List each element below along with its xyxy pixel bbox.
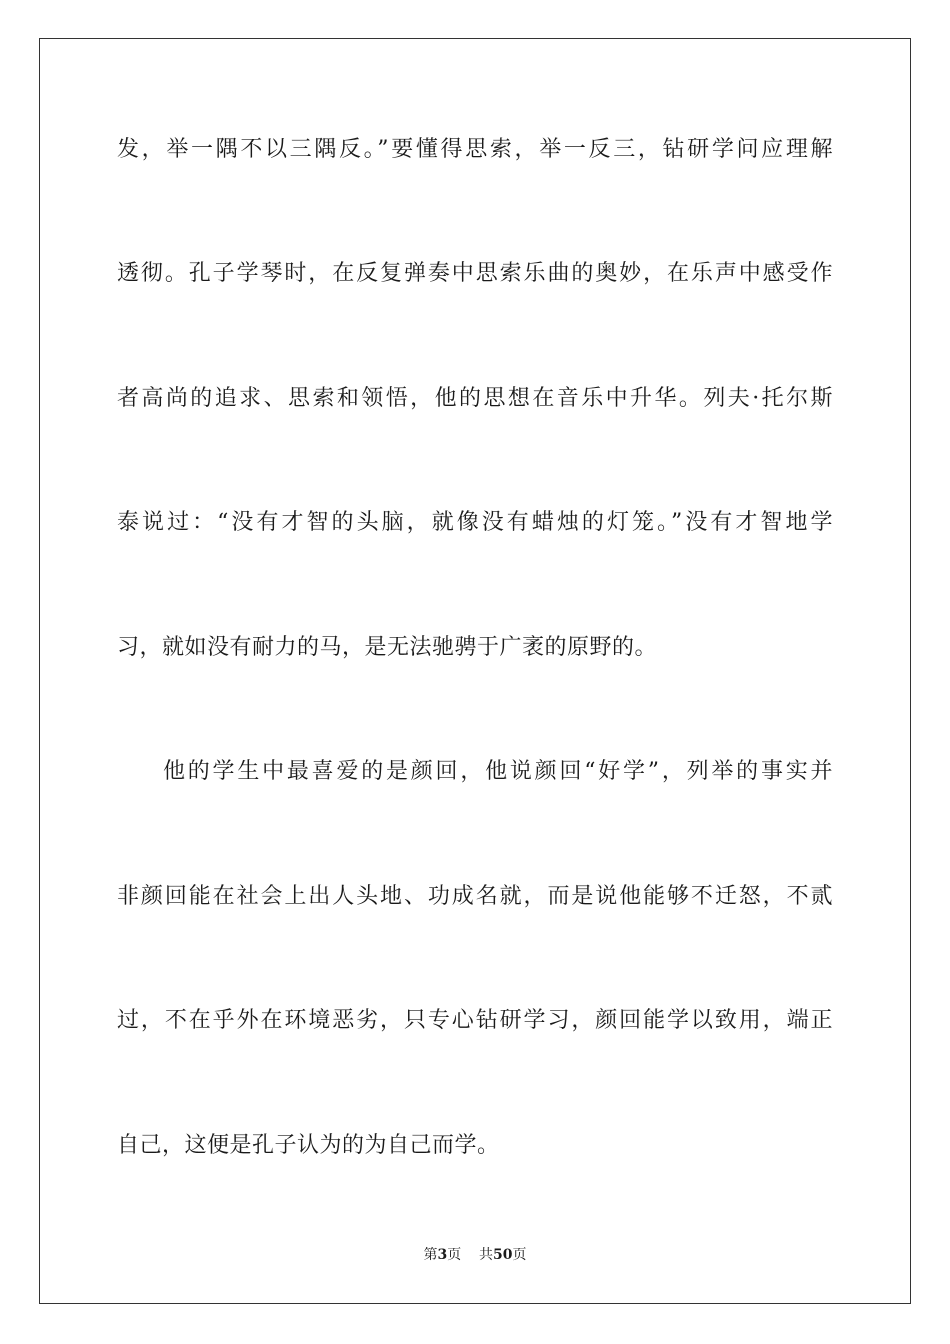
text-line: 泰说过：“没有才智的头脑，就像没有蜡烛的灯笼。”没有才智地学 (117, 510, 833, 535)
text-line: 透彻。孔子学琴时，在反复弹奏中思索乐曲的奥妙，在乐声中感受作 (117, 261, 833, 286)
total-suffix: 页 (512, 1247, 527, 1263)
page-footer (0, 1245, 950, 1265)
paragraph-first-line: 他的学生中最喜爱的是颜回，他说颜回“好学”，列举的事实并 (163, 759, 833, 784)
page-suffix: 页 (447, 1247, 462, 1263)
text-line: 过，不在乎外在环境恶劣，只专心钻研学习，颜回能学以致用，端正 (117, 1008, 833, 1033)
text-line: 习，就如没有耐力的马，是无法驰骋于广袤的原野的。 (117, 635, 658, 660)
page-frame (39, 38, 911, 1304)
text-line: 非颜回能在社会上出人头地、功成名就，而是说他能够不迁怒，不贰 (117, 884, 833, 909)
total-prefix: 共 (479, 1247, 494, 1263)
text-line: 自己，这便是孔子认为的为自己而学。 (117, 1133, 500, 1158)
page-number: 3 (437, 1247, 448, 1263)
text-line: 者高尚的追求、思索和领悟，他的思想在音乐中升华。列夫·托尔斯 (117, 386, 833, 411)
page-prefix: 第 (423, 1247, 438, 1263)
total-pages: 50 (493, 1247, 513, 1263)
text-line: 发，举一隅不以三隅反。”要懂得思索，举一反三，钻研学问应理解 (117, 137, 833, 162)
